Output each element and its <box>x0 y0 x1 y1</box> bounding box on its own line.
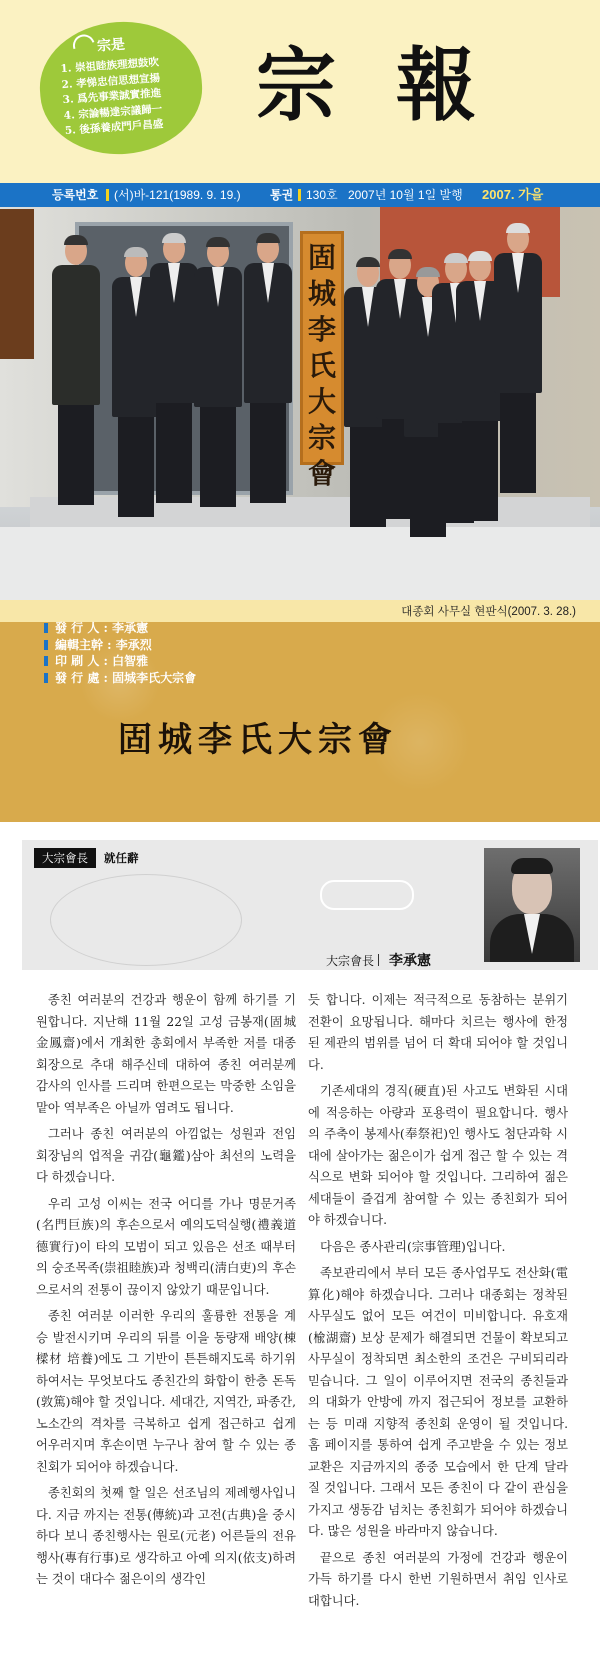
signboard <box>300 231 344 490</box>
season-label: 2007. 가을 <box>482 187 544 202</box>
article-tag <box>34 848 147 868</box>
publisher-list <box>44 620 196 686</box>
publish-date: 2007년 10월 1일 발행 <box>348 188 463 202</box>
paragraph: 듯 합니다. 이제는 적극적으로 동참하는 분위기 전환이 요망됩니다. 해마다 치르는 행사에 한정된 제관의 범위를 넘어 더 확대 되어야 할 것입니다. <box>308 993 568 1072</box>
paragraph: 우리 고성 이씨는 전국 어디를 가나 명문거족(名門巨族)의 후손으로서 예의도덕실행(禮義道德實行)이 타의 모범이 되고 있음은 선조 때부터의 숭조목족(崇祖睦族)과 청백리(淸白吏)의 후손으로서의 전통이 끊이지 않았기 때문입니다. <box>36 1196 296 1297</box>
article-column-right <box>308 990 568 1617</box>
paragraph: 종친 여러분 이러한 우리의 훌륭한 전통을 계승 발전시키며 우리의 뒤를 이을 동량재 배양(棟樑材 培養)에도 그 기반이 튼튼해지도록 하기위하여서는 무엇보다도 종친간의 화합이 한층 돈독(敦篤)해야 할 것입니다. 세대간, 지역간, 파종간, 노소간의 격차를 극복하고 쉽게 접근하고 쉽게 어우러지며 후손이면 누구나 참여 할 수 있는 종친회가 되어야 하겠습니다. <box>36 1309 296 1474</box>
cover-page <box>0 0 600 822</box>
paragraph: 기존세대의 경직(硬直)된 사고도 변화된 시대에 적응하는 아량과 포용력이 필요합니다. 행사의 주축이 봉제사(奉祭祀)인 행사도 첨단과학 시대에 살아가는 젊은이가 쉽게 접근 할 수 있는 격식으로 변화 되어야 할 것입니다. 그리하여 젊은 세대들이 즐겁게 참여할 수 있는 종친회가 되어야 하겠습니다. <box>308 1084 568 1227</box>
separator <box>106 189 109 201</box>
registration-value: (서)바-121(1989. 9. 19.) <box>114 188 241 202</box>
tag-primary: 大宗會長 <box>34 848 96 868</box>
motto-item: 4. 宗論暢達宗議歸一 <box>63 102 163 122</box>
decorative-cloud <box>320 880 414 910</box>
decorative-wave <box>50 874 242 966</box>
issue-label: 통권 <box>270 188 294 202</box>
author-portrait <box>484 848 580 962</box>
motto-item: 2. 孝悌忠信思想宣揚 <box>61 71 161 91</box>
publisher-item: 發 行 處 : 固城李氏大宗會 <box>44 670 196 687</box>
paragraph: 종친회의 첫째 할 일은 선조님의 제례행사입니다. 지금 까지는 전통(傳統)과 고전(古典)을 중시하다 보니 종친행사는 원로(元老) 어른들의 전유행사(專有行事)로 생각하고 아예 의지(依支)하려는 것이 대다수 젊은이의 생각인 <box>36 1486 296 1586</box>
publisher-item: 編輯主幹 : 李承烈 <box>44 637 196 654</box>
author-title: 大宗會長 <box>326 954 375 968</box>
separator <box>298 189 301 201</box>
publisher-item: 發 行 人 : 李承憲 <box>44 620 196 637</box>
issue-number: 130호 <box>306 188 338 202</box>
motto-item: 5. 後孫養成門戶昌盛 <box>64 118 164 138</box>
motto-item: 1. 崇祖睦族理想鼓吹 <box>60 56 160 76</box>
paragraph: 그러나 종친 여러분의 아낌없는 성원과 전임 회장님의 업적을 귀감(龜鑑)삼아 최선의 노력을 다 하겠습니다. <box>36 1127 296 1184</box>
paragraph: 다음은 종사관리(宗事管理)입니다. <box>320 1239 506 1254</box>
issue-info-bar <box>0 183 600 207</box>
author-byline <box>326 950 431 970</box>
signboard-text: 固城李氏大宗會 <box>307 241 336 490</box>
registration-label: 등록번호 <box>52 188 99 202</box>
motto-list <box>60 55 164 139</box>
motto-heading: 宗是 <box>96 36 126 55</box>
tag-secondary: 就任辭 <box>104 851 139 865</box>
author-name: 李承憲 <box>389 953 432 969</box>
paragraph: 족보관리에서 부터 모든 종사업무도 전산화(電算化)해야 하겠습니다. 그러나 대종회는 정착된 사무실도 없어 모든 여건이 미비합니다. 유호재(楡湖齋) 보상 문제가 해결되면 건물이 확보되고 사무실이 정착되면 최소한의 조건은 구비되리라 믿습니다. 그 일이 이루어지면 전국의 종친들과의 대화가 안방에 까지 접근되어 정보를 교환하는 등 미래 지향적 종친회 운영이 될 것입니다. 홈 페이지를 통하여 쉽게 주고받을 수 있는 정보교환은 지금까지의 종중 모습에서 한 단계 달라질 것입니다. 그래서 모든 종친이 다 같이 관심을 가지고 생동감 넘치는 종친회가 되어야 하겠습니다. 많은 성원을 바라마지 않습니다. <box>308 1266 568 1538</box>
publisher-item: 印 刷 人 : 白智雅 <box>44 653 196 670</box>
organization-name: 固城李氏大宗會 <box>118 720 398 760</box>
cover-photo <box>0 207 600 600</box>
side-plaque <box>0 209 34 359</box>
photo-caption: 대종회 사무실 현판식(2007. 3. 28.) <box>401 606 576 618</box>
motto-item: 3. 爲先事業誠實推進 <box>62 87 162 107</box>
swirl-icon <box>69 31 98 60</box>
masthead-title: 宗報 <box>256 38 536 132</box>
article-column-left <box>36 990 296 1596</box>
motto-badge <box>36 17 207 160</box>
paragraph: 끝으로 종친 여러분의 가정에 건강과 행운이 가득 하기를 다시 한번 기원하면서 취임 인사로 대합니다. <box>308 1550 568 1608</box>
paragraph: 종친 여러분의 건강과 행운이 함께 하기를 기원합니다. 지난해 11월 22일 고성 금봉재(固城 金鳳齋)에서 개최한 총회에서 부족한 저를 대종회장으로 추대 해주신데 대하여 종친 여러분께 감사의 인사를 드리며 한편으로는 막중한 소임을 맡아 역부족은 아닐까 염려도 됩니다. <box>36 993 296 1115</box>
